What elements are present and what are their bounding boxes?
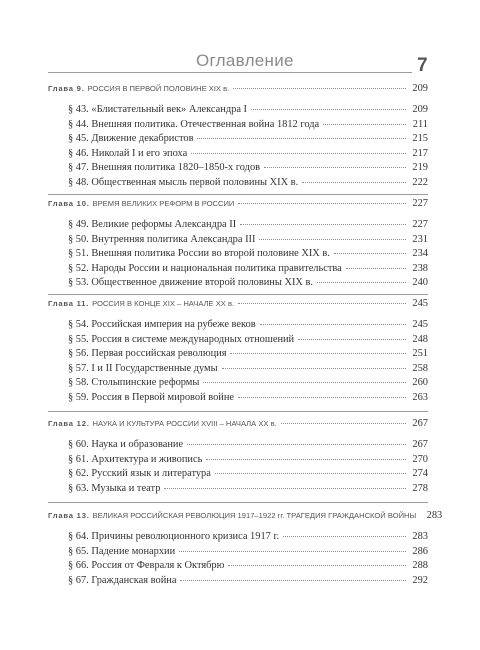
chapter-title-text: ВЕЛИКАЯ РОССИЙСКАЯ РЕВОЛЮЦИЯ 1917–1922 гг. ТРАГЕДИЯ ГРАЖДАНСКОЙ ВОЙНЫ (92, 511, 417, 520)
section-title: § 57. I и II Государственные думы (68, 362, 218, 374)
toc-entry[interactable] (68, 147, 428, 161)
chapter-number: Глава 9. (48, 84, 88, 93)
section-title: § 64. Причины революционного кризиса 1917 г. (68, 531, 280, 542)
section-title: § 61. Архитектура и живопись (68, 453, 203, 465)
section-title: § 50. Внутренняя политика Александра III (68, 233, 256, 245)
leader-dots (203, 382, 406, 383)
chapter-heading[interactable] (48, 297, 428, 311)
leader-dots (180, 580, 406, 581)
chapter-title-text: НАУКА И КУЛЬТУРА РОССИИ XVIII – НАЧАЛА XX в. (92, 419, 277, 428)
toc-entry[interactable] (68, 391, 428, 405)
chapter-page-number: 209 (412, 83, 428, 94)
leader-dots (259, 239, 406, 240)
section-title: § 55. Россия в системе международных отношений (68, 333, 295, 345)
toc-entry[interactable] (68, 118, 428, 132)
section-page-number: 217 (412, 147, 428, 159)
toc-entry[interactable] (68, 276, 428, 290)
toc-entry[interactable] (68, 318, 428, 332)
leader-dots (240, 224, 406, 225)
section-page-number: 215 (412, 133, 428, 145)
section-page-number: 260 (412, 377, 428, 389)
section-title: § 48. Общественная мысль первой половины XIX в. (68, 177, 299, 188)
leader-dots (264, 167, 406, 168)
chapter-number: Глава 12. (48, 419, 93, 428)
section-title: § 67. Гражданская война (68, 574, 177, 586)
leader-dots (323, 124, 406, 125)
leader-dots (206, 459, 406, 460)
toc-entry[interactable] (68, 482, 428, 496)
chapter-number: Глава 13. (48, 511, 93, 520)
toc-entry[interactable] (68, 467, 428, 481)
chapter-divider (48, 411, 428, 412)
leader-dots (260, 324, 406, 325)
section-page-number: 286 (412, 545, 428, 557)
section-page-number: 274 (412, 468, 428, 480)
leader-dots (251, 109, 406, 110)
leader-dots (346, 268, 406, 269)
section-title: § 54. Российская империя на рубеже веков (68, 319, 256, 330)
chapter-title-text: РОССИЯ В ПЕРВОЙ ПОЛОВИНЕ XIX в. (87, 84, 230, 93)
section-title: § 65. Падение монархии (68, 545, 176, 557)
leader-dots (298, 339, 406, 340)
section-page-number: 258 (412, 362, 428, 374)
section-page-number: 222 (412, 177, 428, 188)
leader-dots (283, 536, 406, 537)
section-page-number: 283 (412, 531, 428, 542)
chapter-title-text: ВРЕМЯ ВЕЛИКИХ РЕФОРМ В РОССИИ (92, 199, 235, 208)
chapter-page-number: 245 (412, 298, 428, 309)
section-page-number: 263 (412, 392, 428, 403)
section-page-number: 245 (412, 319, 428, 330)
chapter-title (48, 297, 234, 311)
section-title: § 59. Россия в Первой мировой войне (68, 392, 234, 403)
chapter-page-number: 227 (412, 198, 428, 209)
section-title: § 49. Великие реформы Александра II (68, 219, 237, 230)
chapter-page-number: 267 (412, 418, 428, 429)
toc-entry[interactable] (68, 218, 428, 232)
section-page-number: 231 (412, 233, 428, 245)
section-title: § 47. Внешняя политика 1820–1850-х годов (68, 162, 261, 174)
page-header (0, 0, 480, 86)
leader-dots (238, 203, 406, 204)
section-page-number: 211 (412, 118, 428, 130)
section-title: § 53. Общественное движение второй половины XIX в. (68, 277, 314, 289)
header-divider (48, 72, 412, 73)
chapter-divider (48, 294, 428, 295)
section-title: § 44. Внешняя политика. Отечественная война 1812 года (68, 118, 320, 130)
leader-dots (215, 473, 406, 474)
chapter-divider (48, 194, 428, 195)
page-number: 7 (417, 55, 428, 76)
toc-entry[interactable] (68, 262, 428, 276)
leader-dots (317, 282, 406, 283)
leader-dots (238, 397, 406, 398)
leader-dots (197, 138, 406, 139)
section-title: § 62. Русский язык и литература (68, 468, 211, 480)
toc-entry[interactable] (68, 362, 428, 376)
leader-dots (187, 444, 406, 445)
section-page-number: 227 (412, 219, 428, 230)
leader-dots (230, 353, 406, 354)
section-title: § 58. Столыпинские реформы (68, 377, 200, 389)
chapter-title (48, 82, 229, 96)
section-title: § 46. Николай I и его эпоха (68, 147, 188, 159)
toc-entry[interactable] (68, 333, 428, 347)
leader-dots (191, 153, 406, 154)
section-title: § 66. Россия от Февраля к Октябрю (68, 560, 225, 572)
section-page-number: 234 (412, 248, 428, 260)
section-page-number: 251 (412, 348, 428, 360)
toc-entry[interactable] (68, 132, 428, 146)
toc-entry[interactable] (68, 161, 428, 175)
chapter-heading[interactable] (48, 197, 428, 211)
section-page-number: 267 (412, 439, 428, 450)
leader-dots (179, 551, 406, 552)
leader-dots (228, 565, 406, 566)
leader-dots (302, 182, 406, 183)
section-page-number: 209 (412, 104, 428, 115)
section-page-number: 270 (412, 453, 428, 465)
section-title: § 51. Внешняя политика России во второй половине XIX в. (68, 248, 330, 260)
chapter-heading[interactable] (48, 509, 443, 523)
toc-entry[interactable] (68, 574, 428, 588)
toc-entry[interactable] (68, 453, 428, 467)
section-title: § 45. Движение декабристов (68, 133, 194, 145)
section-title: § 52. Народы России и национальная политика правительства (68, 262, 342, 274)
toc-entry[interactable] (68, 545, 428, 559)
toc-entry[interactable] (68, 347, 428, 361)
leader-dots (222, 368, 406, 369)
chapter-number: Глава 11. (48, 299, 93, 308)
page-title: Оглавление (196, 51, 294, 70)
toc-entry[interactable] (68, 233, 428, 247)
section-page-number: 238 (412, 262, 428, 274)
section-page-number: 292 (412, 574, 428, 586)
toc-entry[interactable] (68, 247, 428, 261)
leader-dots (164, 488, 406, 489)
section-page-number: 278 (412, 482, 428, 494)
section-title: § 60. Наука и образование (68, 439, 184, 450)
leader-dots (238, 303, 406, 304)
chapter-page-number: 283 (426, 510, 443, 521)
section-title: § 63. Музыка и театр (68, 482, 161, 494)
toc-entry[interactable] (68, 176, 428, 190)
chapter-title (48, 197, 234, 211)
leader-dots (281, 423, 406, 424)
toc-entry[interactable] (68, 559, 428, 573)
section-title: § 56. Первая российская революция (68, 348, 227, 360)
leader-dots (334, 253, 406, 254)
toc-entry[interactable] (68, 438, 428, 452)
section-page-number: 288 (412, 560, 428, 572)
toc-entry[interactable] (68, 376, 428, 390)
chapter-heading[interactable] (48, 417, 428, 431)
section-page-number: 248 (412, 333, 428, 345)
chapter-title (48, 417, 277, 431)
chapter-heading[interactable] (48, 82, 428, 96)
toc-entry[interactable] (68, 103, 428, 117)
chapter-divider (48, 502, 428, 503)
chapter-title-text: РОССИЯ В КОНЦЕ XIX – НАЧАЛЕ XX в. (92, 299, 235, 308)
section-page-number: 219 (412, 162, 428, 174)
chapter-number: Глава 10. (48, 199, 93, 208)
leader-dots (233, 88, 406, 89)
toc-entry[interactable] (68, 530, 428, 544)
chapter-title (48, 509, 416, 523)
section-title: § 43. «Блистательный век» Александра I (68, 104, 247, 115)
section-page-number: 240 (412, 277, 428, 289)
